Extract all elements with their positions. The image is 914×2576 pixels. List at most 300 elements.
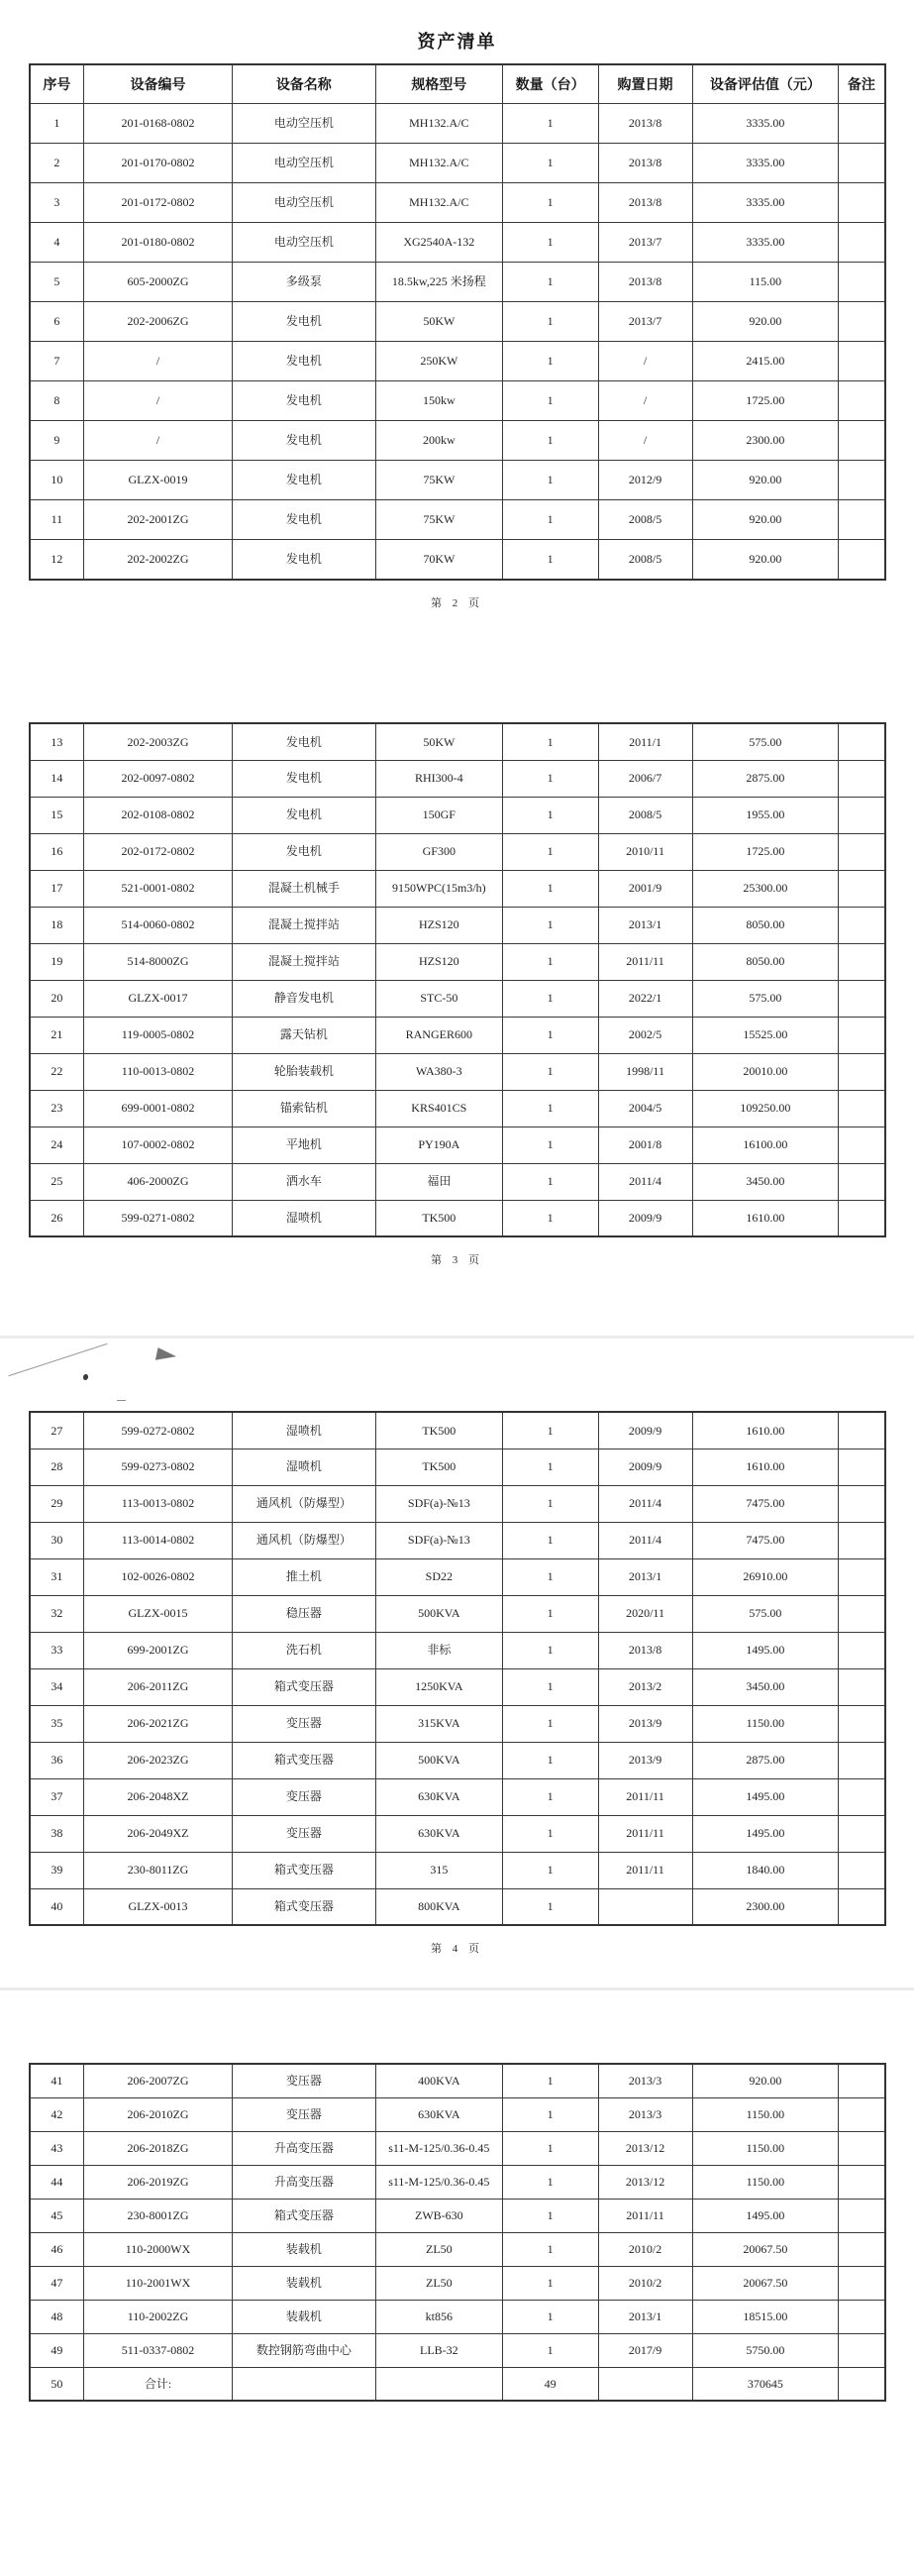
cell-remark [839, 1522, 885, 1558]
cell-code: 110-2001WX [84, 2266, 232, 2300]
cell-model: s11-M-125/0.36-0.45 [375, 2165, 502, 2199]
cell-code: 206-2023ZG [84, 1742, 232, 1778]
cell-no: 15 [30, 797, 84, 833]
cell-model: 200kw [375, 421, 502, 461]
cell-code: GLZX-0017 [84, 980, 232, 1017]
table-row [30, 2097, 885, 2131]
cell-no: 17 [30, 870, 84, 907]
table-row [30, 1778, 885, 1815]
page-section-3 [0, 722, 914, 1267]
cell-date: 2013/2 [598, 1668, 692, 1705]
cell-remark [839, 1742, 885, 1778]
cell-remark [839, 907, 885, 943]
cell-value: 920.00 [692, 302, 839, 342]
table-row [30, 2232, 885, 2266]
cell-no: 14 [30, 760, 84, 797]
cell-qty: 1 [502, 2131, 598, 2165]
cell-name: 变压器 [232, 2064, 375, 2097]
page-footer: 第 3 页 [431, 1254, 483, 1266]
cell-no: 6 [30, 302, 84, 342]
cell-code: 406-2000ZG [84, 1163, 232, 1200]
cell-remark [839, 144, 885, 183]
cell-value: 575.00 [692, 980, 839, 1017]
cell-code: GLZX-0013 [84, 1888, 232, 1925]
table-row [30, 797, 885, 833]
cell-no: 13 [30, 723, 84, 760]
cell-date: 2013/1 [598, 2300, 692, 2333]
cell-model: SDF(a)-№13 [375, 1485, 502, 1522]
cell-no: 43 [30, 2131, 84, 2165]
cell-remark [839, 760, 885, 797]
cell-name: 推土机 [232, 1558, 375, 1595]
scan-artifact-dot [83, 1374, 88, 1380]
cell-code: 201-0168-0802 [84, 104, 232, 144]
cell-value: 575.00 [692, 1595, 839, 1632]
cell-code: / [84, 421, 232, 461]
cell-no: 29 [30, 1485, 84, 1522]
asset-table-page-3 [29, 722, 886, 1237]
cell-qty: 1 [502, 2064, 598, 2097]
cell-code: 521-0001-0802 [84, 870, 232, 907]
cell-code: 202-0108-0802 [84, 797, 232, 833]
cell-remark [839, 342, 885, 381]
cell-remark [839, 1888, 885, 1925]
cell-name: 锚索钻机 [232, 1090, 375, 1127]
cell-value: 1610.00 [692, 1412, 839, 1449]
cell-code: 206-2049XZ [84, 1815, 232, 1852]
cell-no: 9 [30, 421, 84, 461]
cell-remark [839, 302, 885, 342]
cell-model: RANGER600 [375, 1017, 502, 1053]
cell-remark [839, 500, 885, 540]
table-row [30, 183, 885, 223]
cell-remark [839, 104, 885, 144]
table-row [30, 1595, 885, 1632]
cell-qty: 1 [502, 2300, 598, 2333]
cell-model: ZWB-630 [375, 2199, 502, 2232]
cell-remark [839, 2333, 885, 2367]
cell-model: 630KVA [375, 1815, 502, 1852]
cell-model: RHI300-4 [375, 760, 502, 797]
cell-remark [839, 1090, 885, 1127]
cell-remark [839, 1017, 885, 1053]
cell-remark [839, 1852, 885, 1888]
cell-name: 通风机（防爆型） [232, 1522, 375, 1558]
cell-value: 20010.00 [692, 1053, 839, 1090]
cell-date: 2006/7 [598, 760, 692, 797]
cell-value: 8050.00 [692, 907, 839, 943]
cell-qty: 1 [502, 302, 598, 342]
cell-remark [839, 540, 885, 580]
cell-value: 3335.00 [692, 223, 839, 263]
cell-value: 1955.00 [692, 797, 839, 833]
table-row [30, 342, 885, 381]
cell-code: 230-8011ZG [84, 1852, 232, 1888]
table-row [30, 1632, 885, 1668]
cell-model: s11-M-125/0.36-0.45 [375, 2131, 502, 2165]
table-row [30, 540, 885, 580]
table-row [30, 2165, 885, 2199]
cell-date: 2002/5 [598, 1017, 692, 1053]
cell-no: 19 [30, 943, 84, 980]
cell-name: 湿喷机 [232, 1412, 375, 1449]
cell-no: 39 [30, 1852, 84, 1888]
cell-date: 2004/5 [598, 1090, 692, 1127]
cell-no: 20 [30, 980, 84, 1017]
cell-remark [839, 1778, 885, 1815]
cell-model: 630KVA [375, 2097, 502, 2131]
cell-code: 202-2003ZG [84, 723, 232, 760]
cell-code: 206-2010ZG [84, 2097, 232, 2131]
cell-remark [839, 1449, 885, 1485]
cell-model: kt856 [375, 2300, 502, 2333]
cell-model: SD22 [375, 1558, 502, 1595]
cell-code: 202-2006ZG [84, 302, 232, 342]
cell-qty: 1 [502, 421, 598, 461]
cell-code: 699-2001ZG [84, 1632, 232, 1668]
table-row [30, 2131, 885, 2165]
cell-name: 发电机 [232, 302, 375, 342]
cell-remark [839, 2266, 885, 2300]
cell-qty: 49 [502, 2367, 598, 2401]
table-row [30, 1127, 885, 1163]
cell-value: 1150.00 [692, 2165, 839, 2199]
cell-value: 3335.00 [692, 104, 839, 144]
cell-date: 2013/9 [598, 1705, 692, 1742]
cell-date: 2022/1 [598, 980, 692, 1017]
cell-value: 920.00 [692, 461, 839, 500]
cell-model: TK500 [375, 1449, 502, 1485]
cell-name: 平地机 [232, 1127, 375, 1163]
cell-qty: 1 [502, 1778, 598, 1815]
cell-qty: 1 [502, 461, 598, 500]
cell-value: 18515.00 [692, 2300, 839, 2333]
cell-value: 1725.00 [692, 381, 839, 421]
cell-remark [839, 2131, 885, 2165]
cell-qty: 1 [502, 1522, 598, 1558]
cell-no: 11 [30, 500, 84, 540]
cell-value: 3335.00 [692, 183, 839, 223]
cell-qty: 1 [502, 1200, 598, 1236]
cell-no: 23 [30, 1090, 84, 1127]
cell-name: 通风机（防爆型） [232, 1485, 375, 1522]
cell-model: PY190A [375, 1127, 502, 1163]
cell-model: 500KVA [375, 1742, 502, 1778]
cell-remark [839, 723, 885, 760]
cell-date: 2011/1 [598, 723, 692, 760]
cell-name: 电动空压机 [232, 183, 375, 223]
cell-no: 50 [30, 2367, 84, 2401]
cell-remark [839, 2097, 885, 2131]
cell-model: 1250KVA [375, 1668, 502, 1705]
page-section-5 [0, 2063, 914, 2402]
cell-qty: 1 [502, 263, 598, 302]
cell-remark [839, 381, 885, 421]
header-cell: 设备编号 [84, 64, 232, 104]
cell-code: 206-2048XZ [84, 1778, 232, 1815]
cell-qty: 1 [502, 1705, 598, 1742]
cell-date: 2011/4 [598, 1522, 692, 1558]
cell-value: 5750.00 [692, 2333, 839, 2367]
table-row [30, 381, 885, 421]
cell-remark [839, 1053, 885, 1090]
cell-no: 31 [30, 1558, 84, 1595]
cell-qty: 1 [502, 1595, 598, 1632]
cell-date: 2008/5 [598, 540, 692, 580]
cell-name: 发电机 [232, 760, 375, 797]
cell-code: 合计: [84, 2367, 232, 2401]
cell-qty: 1 [502, 1815, 598, 1852]
cell-qty: 1 [502, 1127, 598, 1163]
cell-date: 2011/11 [598, 943, 692, 980]
cell-date: 2011/4 [598, 1485, 692, 1522]
cell-model: 250KW [375, 342, 502, 381]
cell-name: 稳压器 [232, 1595, 375, 1632]
cell-no: 45 [30, 2199, 84, 2232]
cell-value: 2300.00 [692, 421, 839, 461]
page-section-2 [0, 28, 914, 610]
cell-value: 1495.00 [692, 1632, 839, 1668]
cell-code: 110-0013-0802 [84, 1053, 232, 1090]
table-row [30, 1742, 885, 1778]
cell-qty: 1 [502, 540, 598, 580]
cell-name: 箱式变压器 [232, 1888, 375, 1925]
cell-date: 2013/7 [598, 223, 692, 263]
table-row [30, 2367, 885, 2401]
cell-code: GLZX-0019 [84, 461, 232, 500]
cell-qty: 1 [502, 500, 598, 540]
cell-no: 18 [30, 907, 84, 943]
cell-no: 12 [30, 540, 84, 580]
cell-name: 洗石机 [232, 1632, 375, 1668]
table-row [30, 421, 885, 461]
cell-qty: 1 [502, 2333, 598, 2367]
cell-remark [839, 2165, 885, 2199]
header-cell: 序号 [30, 64, 84, 104]
table-row [30, 104, 885, 144]
cell-model: HZS120 [375, 943, 502, 980]
cell-model: LLB-32 [375, 2333, 502, 2367]
cell-qty: 1 [502, 1053, 598, 1090]
cell-name: 箱式变压器 [232, 1742, 375, 1778]
cell-model: 9150WPC(15m3/h) [375, 870, 502, 907]
cell-no: 22 [30, 1053, 84, 1090]
cell-value: 2300.00 [692, 1888, 839, 1925]
cell-date: 2008/5 [598, 797, 692, 833]
cell-name: 静音发电机 [232, 980, 375, 1017]
cell-name: 多级泵 [232, 263, 375, 302]
cell-value: 1150.00 [692, 1705, 839, 1742]
cell-name: 发电机 [232, 723, 375, 760]
cell-value: 25300.00 [692, 870, 839, 907]
cell-code: 206-2019ZG [84, 2165, 232, 2199]
cell-date: 2001/9 [598, 870, 692, 907]
cell-model: STC-50 [375, 980, 502, 1017]
cell-code: 599-0271-0802 [84, 1200, 232, 1236]
header-cell: 购置日期 [598, 64, 692, 104]
cell-model: 18.5kw,225 米扬程 [375, 263, 502, 302]
cell-value: 370645 [692, 2367, 839, 2401]
cell-value: 26910.00 [692, 1558, 839, 1595]
cell-qty: 1 [502, 144, 598, 183]
cell-code: 113-0014-0802 [84, 1522, 232, 1558]
table-row [30, 1815, 885, 1852]
cell-no: 35 [30, 1705, 84, 1742]
cell-value: 20067.50 [692, 2232, 839, 2266]
cell-name [232, 2367, 375, 2401]
cell-model: WA380-3 [375, 1053, 502, 1090]
cell-model: 50KW [375, 302, 502, 342]
cell-no: 36 [30, 1742, 84, 1778]
cell-no: 44 [30, 2165, 84, 2199]
cell-date [598, 1888, 692, 1925]
page-title: 资产清单 [417, 32, 497, 52]
table-row [30, 1852, 885, 1888]
cell-no: 42 [30, 2097, 84, 2131]
cell-model: 630KVA [375, 1778, 502, 1815]
cell-date: / [598, 381, 692, 421]
cell-date: 2010/11 [598, 833, 692, 870]
cell-name: 变压器 [232, 1778, 375, 1815]
cell-remark [839, 461, 885, 500]
cell-qty: 1 [502, 1742, 598, 1778]
cell-name: 箱式变压器 [232, 1668, 375, 1705]
cell-name: 发电机 [232, 833, 375, 870]
cell-remark [839, 1200, 885, 1236]
cell-model: ZL50 [375, 2232, 502, 2266]
cell-date: 2017/9 [598, 2333, 692, 2367]
cell-remark [839, 980, 885, 1017]
cell-date: 2013/3 [598, 2064, 692, 2097]
cell-qty: 1 [502, 943, 598, 980]
cell-date: 2013/8 [598, 263, 692, 302]
header-cell: 设备评估值（元） [692, 64, 839, 104]
table-row [30, 2199, 885, 2232]
table-row [30, 907, 885, 943]
cell-remark [839, 833, 885, 870]
cell-no: 24 [30, 1127, 84, 1163]
cell-value: 3450.00 [692, 1163, 839, 1200]
cell-code: 102-0026-0802 [84, 1558, 232, 1595]
cell-value: 15525.00 [692, 1017, 839, 1053]
table-row [30, 2333, 885, 2367]
cell-model: TK500 [375, 1412, 502, 1449]
cell-date: / [598, 421, 692, 461]
cell-model: 75KW [375, 461, 502, 500]
cell-no: 40 [30, 1888, 84, 1925]
cell-no: 33 [30, 1632, 84, 1668]
cell-name: 电动空压机 [232, 104, 375, 144]
cell-remark [839, 1705, 885, 1742]
cell-date: 2013/9 [598, 1742, 692, 1778]
cell-no: 1 [30, 104, 84, 144]
cell-name: 变压器 [232, 1815, 375, 1852]
cell-value: 3335.00 [692, 144, 839, 183]
cell-no: 28 [30, 1449, 84, 1485]
cell-code: 230-8001ZG [84, 2199, 232, 2232]
cell-code: 113-0013-0802 [84, 1485, 232, 1522]
cell-no: 7 [30, 342, 84, 381]
cell-name: 箱式变压器 [232, 1852, 375, 1888]
cell-no: 8 [30, 381, 84, 421]
cell-date: 2011/11 [598, 1778, 692, 1815]
cell-code: 206-2018ZG [84, 2131, 232, 2165]
cell-code: / [84, 342, 232, 381]
scan-artifact-line [8, 1343, 107, 1376]
cell-value: 920.00 [692, 500, 839, 540]
cell-date: 2013/8 [598, 1632, 692, 1668]
cell-model: 800KVA [375, 1888, 502, 1925]
cell-date: 2013/8 [598, 104, 692, 144]
cell-no: 27 [30, 1412, 84, 1449]
cell-date: 2010/2 [598, 2266, 692, 2300]
table-row [30, 1705, 885, 1742]
table-row [30, 760, 885, 797]
cell-qty: 1 [502, 104, 598, 144]
cell-model: 75KW [375, 500, 502, 540]
cell-name: 装载机 [232, 2266, 375, 2300]
cell-name: 箱式变压器 [232, 2199, 375, 2232]
cell-name: 发电机 [232, 381, 375, 421]
table-row [30, 500, 885, 540]
cell-remark [839, 870, 885, 907]
cell-value: 1725.00 [692, 833, 839, 870]
page-footer: 第 2 页 [431, 596, 483, 609]
cell-name: 混凝土搅拌站 [232, 943, 375, 980]
cell-remark [839, 1632, 885, 1668]
cell-date: 1998/11 [598, 1053, 692, 1090]
cell-qty: 1 [502, 797, 598, 833]
cell-remark [839, 223, 885, 263]
table-row [30, 723, 885, 760]
asset-table-page-2 [29, 63, 886, 581]
cell-no: 32 [30, 1595, 84, 1632]
cell-no: 37 [30, 1778, 84, 1815]
cell-model: 70KW [375, 540, 502, 580]
cell-name: 混凝土搅拌站 [232, 907, 375, 943]
cell-name: 轮胎装载机 [232, 1053, 375, 1090]
cell-model: HZS120 [375, 907, 502, 943]
cell-date: 2013/7 [598, 302, 692, 342]
cell-name: 变压器 [232, 1705, 375, 1742]
cell-remark [839, 1668, 885, 1705]
cell-remark [839, 1412, 885, 1449]
asset-table-page-4 [29, 1411, 886, 1926]
page-footer: 第 4 页 [431, 1943, 483, 1955]
cell-code: 599-0273-0802 [84, 1449, 232, 1485]
cell-no: 34 [30, 1668, 84, 1705]
cell-remark [839, 1815, 885, 1852]
cell-date: 2013/3 [598, 2097, 692, 2131]
cell-no: 16 [30, 833, 84, 870]
cell-model: XG2540A-132 [375, 223, 502, 263]
cell-qty: 1 [502, 1485, 598, 1522]
cell-remark [839, 943, 885, 980]
page-break-line [0, 1987, 914, 1990]
cell-name: 电动空压机 [232, 223, 375, 263]
cell-qty: 1 [502, 2097, 598, 2131]
cell-qty: 1 [502, 723, 598, 760]
cell-code: 599-0272-0802 [84, 1412, 232, 1449]
cell-code: 206-2011ZG [84, 1668, 232, 1705]
table-row [30, 2300, 885, 2333]
cell-no: 41 [30, 2064, 84, 2097]
cell-model: SDF(a)-№13 [375, 1522, 502, 1558]
cell-code: 514-0060-0802 [84, 907, 232, 943]
cell-value: 115.00 [692, 263, 839, 302]
cell-date: 2013/12 [598, 2131, 692, 2165]
cell-value: 1150.00 [692, 2131, 839, 2165]
